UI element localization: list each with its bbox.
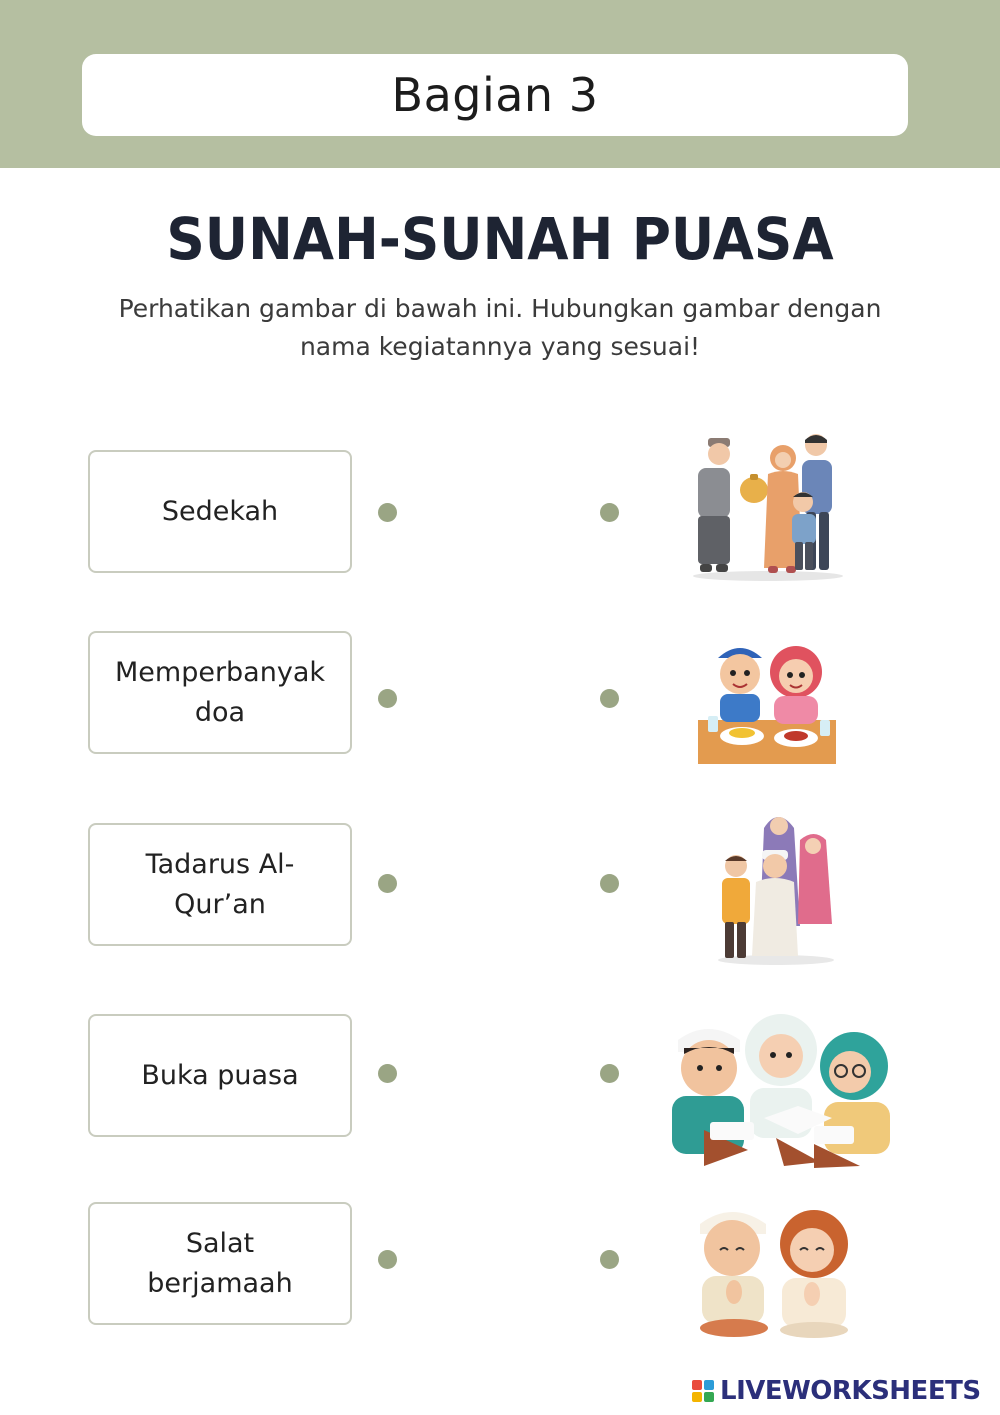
label-box-tadarus[interactable]: Tadarus Al-Qur’an: [88, 823, 352, 946]
right-connector-dot[interactable]: [600, 1250, 619, 1269]
label-box-salat-berjamaah[interactable]: Salat berjamaah: [88, 1202, 352, 1325]
left-connector-dot[interactable]: [378, 1064, 397, 1083]
family-giving-charity-icon: [688, 430, 848, 582]
label-box-buka-puasa[interactable]: Buka puasa: [88, 1014, 352, 1137]
right-connector-dot[interactable]: [600, 503, 619, 522]
instructions-text: Perhatikan gambar di bawah ini. Hubungkan gambar dengan nama kegiatannya yang sesuai!: [118, 294, 882, 361]
liveworksheets-logo-icon: [692, 1380, 714, 1402]
brand-name: LIVEWORKSHEETS: [720, 1376, 981, 1406]
section-title: Bagian 3: [82, 54, 908, 136]
page-title: SUNAH-SUNAH PUASA: [166, 205, 834, 273]
children-reading-quran-icon: [664, 1010, 898, 1170]
left-connector-dot[interactable]: [378, 874, 397, 893]
label-box-memperbanyak-doa[interactable]: Memperbanyak doa: [88, 631, 352, 754]
right-connector-dot[interactable]: [600, 874, 619, 893]
left-connector-dot[interactable]: [378, 1250, 397, 1269]
children-breaking-fast-icon: [698, 640, 836, 764]
left-connector-dot[interactable]: [378, 689, 397, 708]
right-connector-dot[interactable]: [600, 689, 619, 708]
liveworksheets-logo[interactable]: [692, 1374, 981, 1408]
family-praying-icon: [714, 806, 838, 966]
label-box-sedekah[interactable]: Sedekah: [88, 450, 352, 573]
children-praying-together-icon: [694, 1200, 854, 1340]
left-connector-dot[interactable]: [378, 503, 397, 522]
right-connector-dot[interactable]: [600, 1064, 619, 1083]
